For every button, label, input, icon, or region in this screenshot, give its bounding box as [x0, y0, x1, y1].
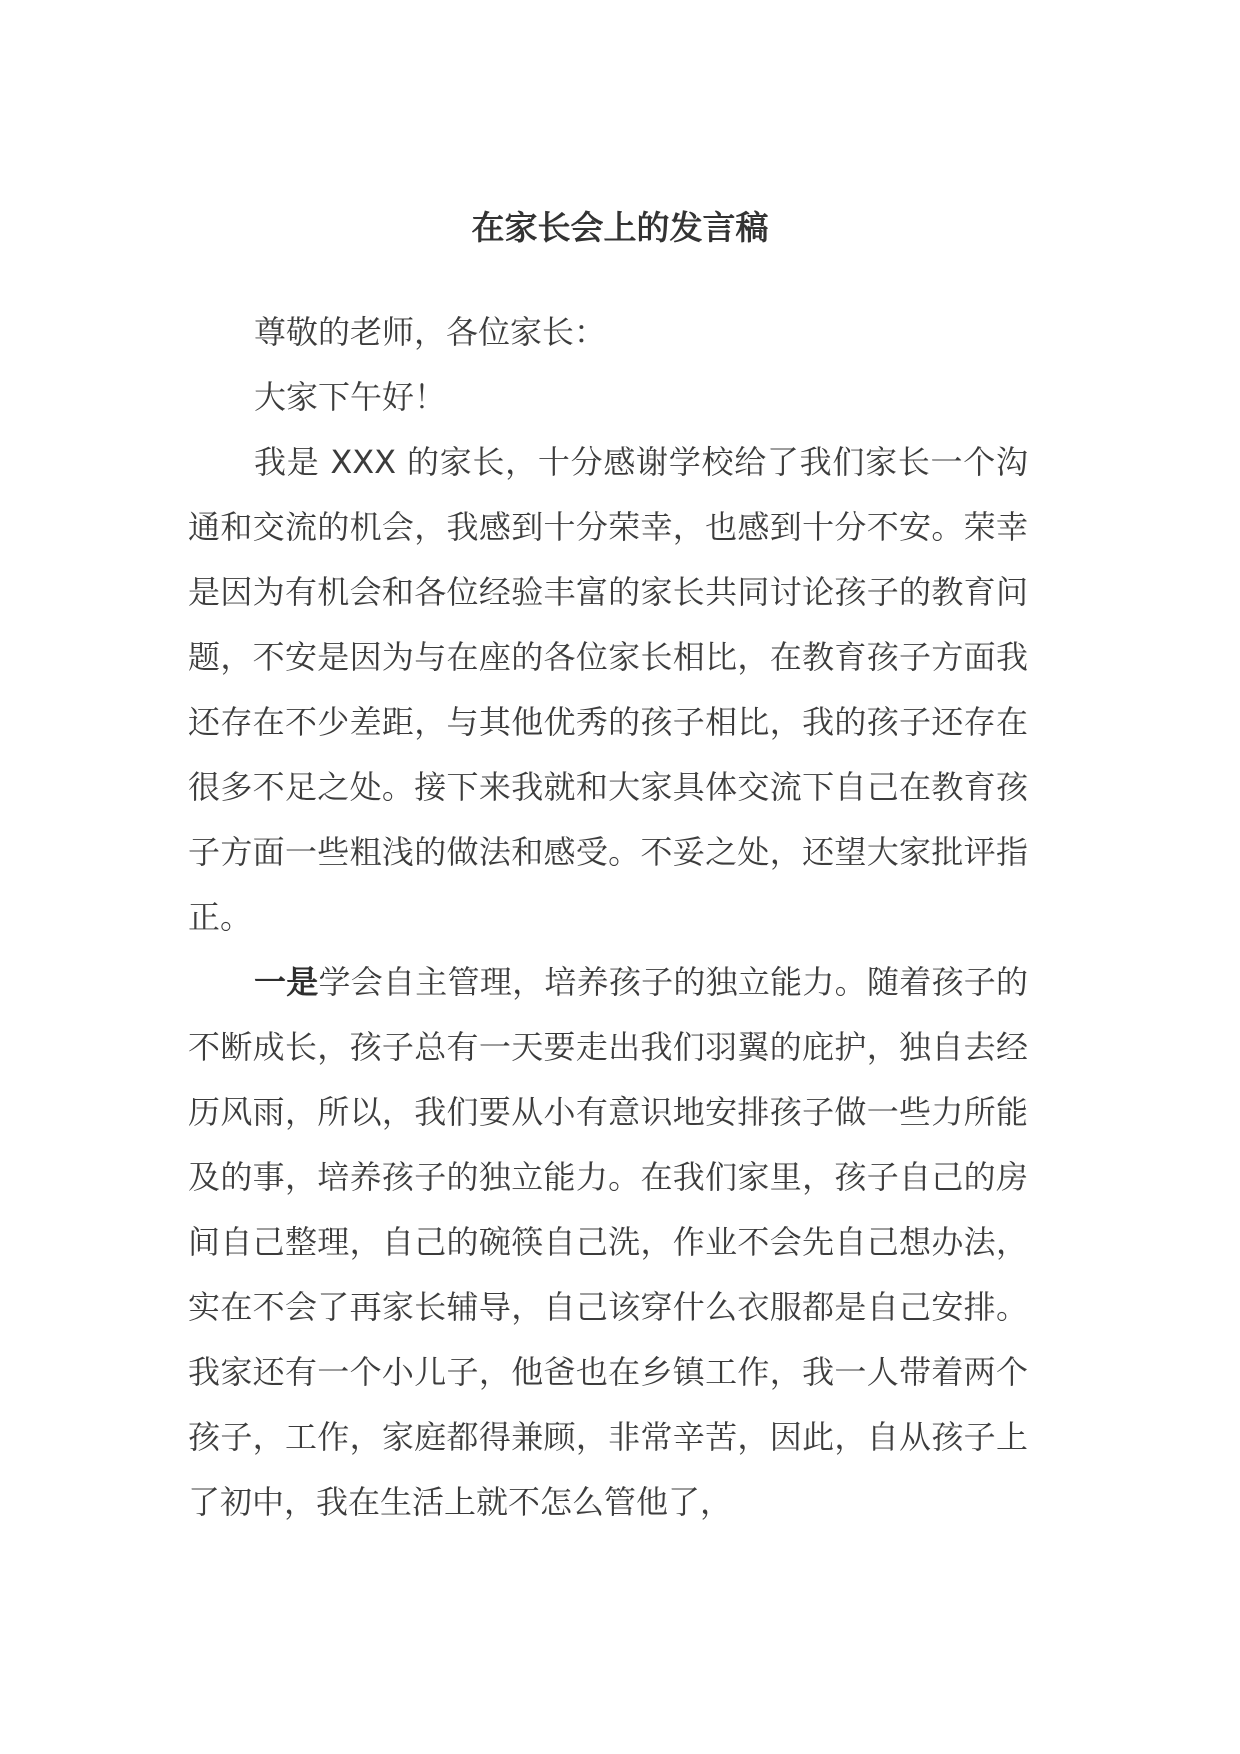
point-one-text: 学会自主管理，培养孩子的独立能力。随着孩子的不断成长，孩子总有一天要走出我们羽翼的庇护，独自去经历风雨，所以，我们要从小有意识地安排孩子做一些力所能及的事，培养孩子的独立能力。在我们家里，孩子自己的房间自己整理，自己的碗筷自己洗，作业不会先自己想办法，实在不会了再家长辅导，自己该穿什么衣服都是自己安排。我家还有一个小儿子，他爸也在乡镇工作，我一人带着两个孩子，工作，家庭都得兼顾，非常辛苦，因此，自从孩子上了初中，我在生活上就不怎么管他了，: [188, 963, 1028, 1521]
point-one-paragraph: [188, 950, 1028, 1535]
intro-paragraph: 我是 XXX 的家长，十分感谢学校给了我们家长一个沟通和交流的机会，我感到十分荣幸，也感到十分不安。荣幸是因为有机会和各位经验丰富的家长共同讨论孩子的教育问题，不安是因为与在座的各位家长相比，在教育孩子方面我还存在不少差距，与其他优秀的孩子相比，我的孩子还存在很多不足之处。接下来我就和大家具体交流下自己在教育孩子方面一些粗浅的做法和感受。不妥之处，还望大家批评指正。: [188, 443, 1028, 936]
point-one-lead: 一是: [254, 963, 319, 1001]
salutation-paragraph: 尊敬的老师，各位家长：: [254, 313, 607, 351]
greeting-paragraph: 大家下午好！: [254, 378, 447, 416]
document-body: [188, 300, 1028, 1535]
document-title: 在家长会上的发言稿: [471, 208, 769, 247]
